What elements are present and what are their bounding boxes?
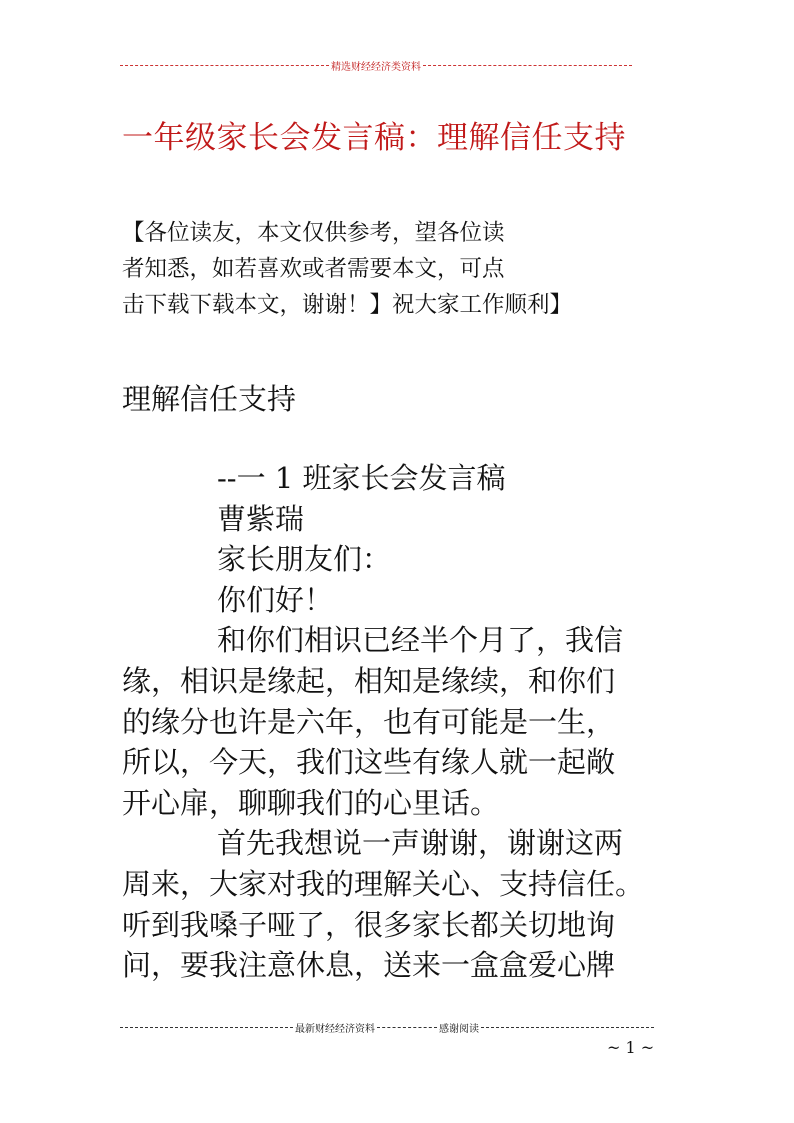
header-rule-left [120, 65, 329, 66]
footer-right-text: 感谢阅读 [439, 1023, 479, 1035]
notice-line: 者知悉，如若喜欢或者需要本文，可点 [122, 256, 505, 282]
salutation: 家长朋友们： [217, 542, 392, 577]
paragraph-line: 的缘分也许是六年，也有可能是一生， [122, 704, 616, 739]
greeting: 你们好！ [217, 582, 334, 617]
paragraph-line: 所以，今天，我们这些有缘人就一起敞 [122, 745, 616, 780]
paragraph-line: 开心扉，聊聊我们的心里话。 [122, 785, 500, 820]
footer-rule-left [120, 1027, 293, 1028]
paragraph-line: 问，要我注意休息，送来一盒盒爱心牌 [122, 948, 616, 983]
footer-rule-right [481, 1027, 654, 1028]
paragraph-line: 周来，大家对我的理解关心、支持信任。 [122, 866, 645, 901]
author-name: 曹紫瑞 [217, 501, 305, 536]
section-heading: 理解信任支持 [122, 382, 297, 416]
page-header [120, 58, 632, 72]
header-text: 精选财经经济类资料 [331, 61, 421, 73]
paragraph-line: 听到我嗓子哑了，很多家长都关切地询 [122, 907, 616, 942]
paragraph-line: 和你们相识已经半个月了，我信 [217, 623, 624, 658]
speech-subtitle: --一 1 班家长会发言稿 [217, 461, 506, 495]
paragraph-line: 首先我想说一声谢谢，谢谢这两 [217, 826, 624, 861]
paragraph-line: 缘，相识是缘起，相知是缘续，和你们 [122, 663, 616, 698]
header-rule-right [423, 65, 632, 66]
notice-line: 击下载下载本文，谢谢！】祝大家工作顺利】 [122, 292, 573, 318]
notice-line: 【各位读友，本文仅供参考，望各位读 [122, 220, 505, 246]
speech-body [122, 458, 682, 986]
document-title: 一年级家长会发言稿：理解信任支持 [122, 120, 626, 156]
page-footer [120, 1020, 654, 1034]
footer-left-text: 最新财经经济资料 [295, 1023, 375, 1035]
page-number: ~ 1 ~ [607, 1038, 655, 1057]
footer-rule-middle [377, 1027, 437, 1028]
reader-notice [122, 215, 642, 323]
